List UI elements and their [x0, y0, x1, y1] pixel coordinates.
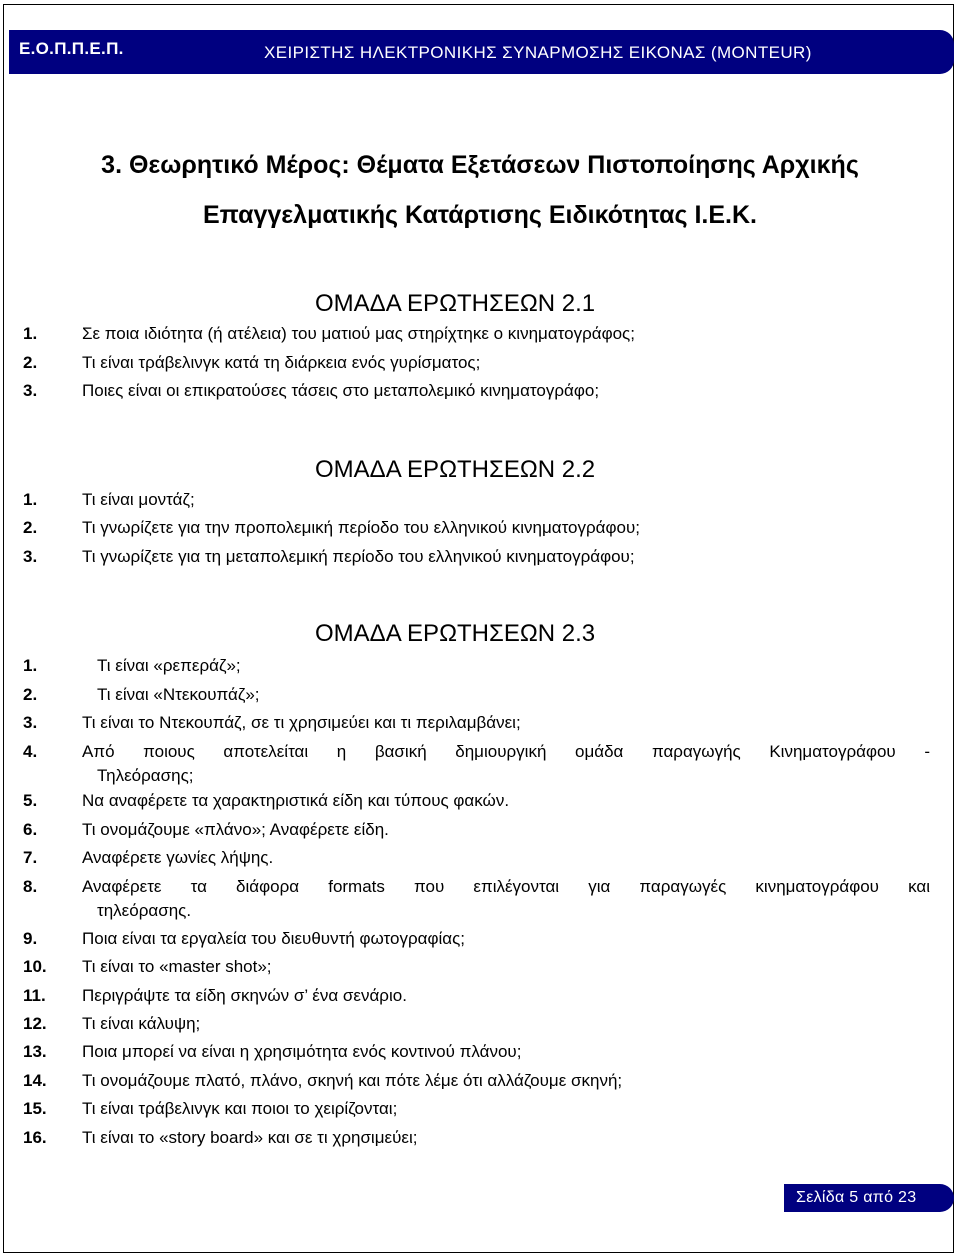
question-number: 7. — [23, 848, 38, 867]
question-text: Αναφέρετε τα διάφορα formats που επιλέγονται για παραγωγές κινηματογράφου και — [82, 877, 930, 896]
page-title-line-1: 3. Θεωρητικό Μέρος: Θέματα Εξετάσεων Πιστοποίησης Αρχικής — [101, 151, 859, 179]
question-text: Τι είναι «ρεπεράζ»; — [97, 656, 241, 675]
question-number: 6. — [23, 820, 38, 839]
group-heading-2-3: ΟΜΑΔΑ ΕΡΩΤΗΣΕΩΝ 2.3 — [315, 620, 596, 647]
question-text: Τι ονομάζουμε «πλάνο»; Αναφέρετε είδη. — [82, 820, 389, 839]
question-number: 15. — [23, 1099, 47, 1118]
question-number: 2. — [23, 685, 38, 704]
question-number: 8. — [23, 877, 38, 896]
question-number: 2. — [23, 353, 38, 372]
question-number: 5. — [23, 791, 38, 810]
question-number: 13. — [23, 1042, 47, 1061]
header-bar — [9, 30, 954, 74]
question-number: 14. — [23, 1071, 47, 1090]
question-number: 3. — [23, 381, 38, 400]
question-text-continuation: Τηλεόρασης; — [97, 766, 194, 785]
question-text-continuation: τηλεόρασης. — [97, 901, 192, 920]
question-text: Τι γνωρίζετε για την προπολεμική περίοδο του ελληνικού κινηματογράφου; — [82, 518, 641, 537]
question-text: Τι γνωρίζετε για τη μεταπολεμική περίοδο του ελληνικού κινηματογράφου; — [82, 547, 635, 566]
group-heading-2-2: ΟΜΑΔΑ ΕΡΩΤΗΣΕΩΝ 2.2 — [315, 456, 596, 483]
question-number: 3. — [23, 547, 38, 566]
question-text: Τι είναι κάλυψη; — [82, 1014, 201, 1033]
question-number: 4. — [23, 742, 38, 761]
question-text: Αναφέρετε γωνίες λήψης. — [82, 848, 274, 867]
question-number: 12. — [23, 1014, 47, 1033]
question-number: 16. — [23, 1128, 47, 1147]
question-number: 9. — [23, 929, 38, 948]
question-text: Από ποιους αποτελείται η βασική δημιουργική ομάδα παραγωγής Κινηματογράφου - — [82, 742, 930, 761]
header-title: ΧΕΙΡΙΣΤΗΣ ΗΛΕΚΤΡΟΝΙΚΗΣ ΣΥΝΑΡΜΟΣΗΣ ΕΙΚΟΝΑΣ (MONTEUR) — [264, 43, 812, 62]
question-number: 11. — [23, 986, 46, 1005]
question-text: Τι είναι το «story board» και σε τι χρησιμεύει; — [82, 1128, 418, 1147]
question-number: 2. — [23, 518, 38, 537]
question-number: 1. — [23, 324, 38, 343]
question-text: Τι είναι «Ντεκουπάζ»; — [97, 685, 260, 704]
question-number: 3. — [23, 713, 38, 732]
question-text: Να αναφέρετε τα χαρακτηριστικά είδη και τύπους φακών. — [82, 791, 510, 810]
question-text: Ποια είναι τα εργαλεία του διευθυντή φωτογραφίας; — [82, 929, 465, 948]
org-name: Ε.Ο.Π.Π.Ε.Π. — [15, 38, 128, 60]
page-number: Σελίδα 5 από 23 — [784, 1184, 954, 1212]
question-text: Ποιες είναι οι επικρατούσες τάσεις στο μεταπολεμικό κινηματογράφο; — [82, 381, 600, 400]
question-text: Περιγράψτε τα είδη σκηνών σ’ ένα σενάριο. — [82, 986, 407, 1005]
question-text: Τι είναι τράβελινγκ και ποιοι το χειρίζονται; — [82, 1099, 398, 1118]
question-text: Τι είναι τράβελινγκ κατά τη διάρκεια ενός γυρίσματος; — [82, 353, 481, 372]
question-text: Τι είναι το Ντεκουπάζ, σε τι χρησιμεύει και τι περιλαμβάνει; — [82, 713, 521, 732]
group-heading-2-1: ΟΜΑΔΑ ΕΡΩΤΗΣΕΩΝ 2.1 — [315, 290, 596, 317]
question-text: Ποια μπορεί να είναι η χρησιμότητα ενός κοντινού πλάνου; — [82, 1042, 522, 1061]
question-text: Τι ονομάζουμε πλατό, πλάνο, σκηνή και πότε λέμε ότι αλλάζουμε σκηνή; — [82, 1071, 623, 1090]
question-text: Σε ποια ιδιότητα (ή ατέλεια) του ματιού μας στηρίχτηκε ο κινηματογράφος; — [82, 324, 635, 343]
question-text: Τι είναι το «master shot»; — [82, 957, 272, 976]
question-number: 1. — [23, 656, 38, 675]
page-title-line-2: Επαγγελματικής Κατάρτισης Ειδικότητας Ι.Ε.Κ. — [203, 201, 757, 229]
question-text: Τι είναι μοντάζ; — [82, 490, 195, 509]
question-number: 1. — [23, 490, 38, 509]
question-number: 10. — [23, 957, 47, 976]
